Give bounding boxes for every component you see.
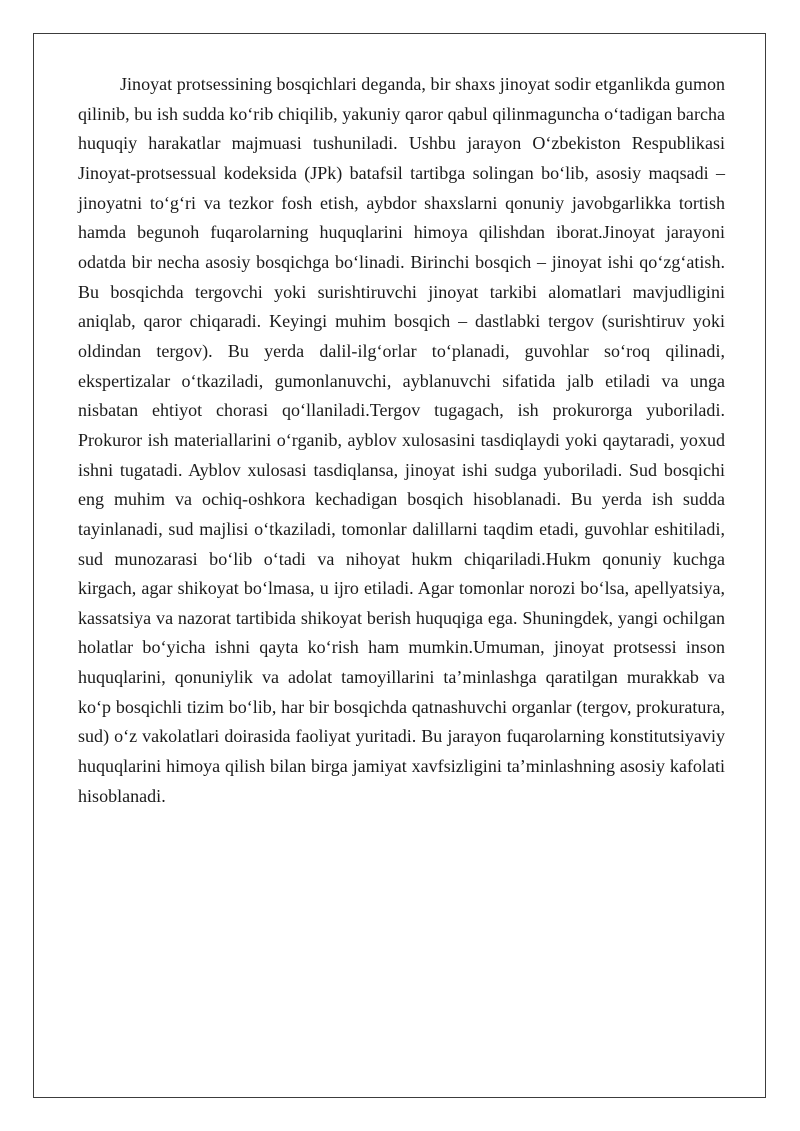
body-paragraph: Jinoyat protsessining bosqichlari deganda, bir shaxs jinoyat sodir etganlikda gumon qilinib, bu ish sudda koʻrib chiqilib, yakuniy qaror qabul qilinmaguncha oʻtadigan barcha huquqiy harakatlar majmuasi tushuniladi. Ushbu jarayon Oʻzbekiston Respublikasi Jinoyat-protsessual kodeksida (JPk) batafsil tartibga solingan boʻlib, asosiy maqsadi – jinoyatni toʻgʻri va tezkor fosh etish, aybdor shaxslarni qonuniy javobgarlikka tortish hamda begunoh fuqarolarning huquqlarini himoya qilishdan iborat.Jinoyat jarayoni odatda bir necha asosiy bosqichga boʻlinadi. Birinchi bosqich – jinoyat ishi qoʻzgʻatish. Bu bosqichda tergovchi yoki surishtiruvchi jinoyat tarkibi alomatlari mavjudligini aniqlab, qaror chiqaradi. Keyingi muhim bosqich – dastlabki tergov (surishtiruv yoki oldindan tergov). Bu yerda dalil-ilgʻorlar toʻplanadi, guvohlar soʻroq qilinadi, ekspertizalar oʻtkaziladi, gumonlanuvchi, ayblanuvchi sifatida jalb etiladi va unga nisbatan ehtiyot chorasi qoʻllaniladi.Tergov tugagach, ish prokurorga yuboriladi. Prokuror ish materiallarini oʻrganib, ayblov xulosasini tasdiqlaydi yoki qaytaradi, yoxud ishni tugatadi. Ayblov xulosasi tasdiqlansa, jinoyat ishi sudga yuboriladi. Sud bosqichi eng muhim va ochiq-oshkora kechadigan bosqich hisoblanadi. Bu yerda ish sudda tayinlanadi, sud majlisi oʻtkaziladi, tomonlar dalillarni taqdim etadi, guvohlar eshitiladi, sud munozarasi boʻlib oʻtadi va nihoyat hukm chiqariladi.Hukm qonuniy kuchga kirgach, agar shikoyat boʻlmasa, u ijro etiladi. Agar tomonlar norozi boʻlsa, apellyatsiya, kassatsiya va nazorat tartibida shikoyat berish huquqiga ega. Shuningdek, yangi ochilgan holatlar boʻyicha ishni qayta koʻrish ham mumkin.Umuman, jinoyat protsessi inson huquqlarini, qonuniylik va adolat tamoyillarini ta’minlashga qaratilgan murakkab va koʻp bosqichli tizim boʻlib, har bir bosqichda qatnashuvchi organlar (tergov, prokuratura, sud) oʻz vakolatlari doirasida faoliyat yuritadi. Bu jarayon fuqarolarning konstitutsiyaviy huquqlarini himoya qilish bilan birga jamiyat xavfsizligini ta’minlashning asosiy kafolati hisoblanadi.: [78, 74, 725, 806]
